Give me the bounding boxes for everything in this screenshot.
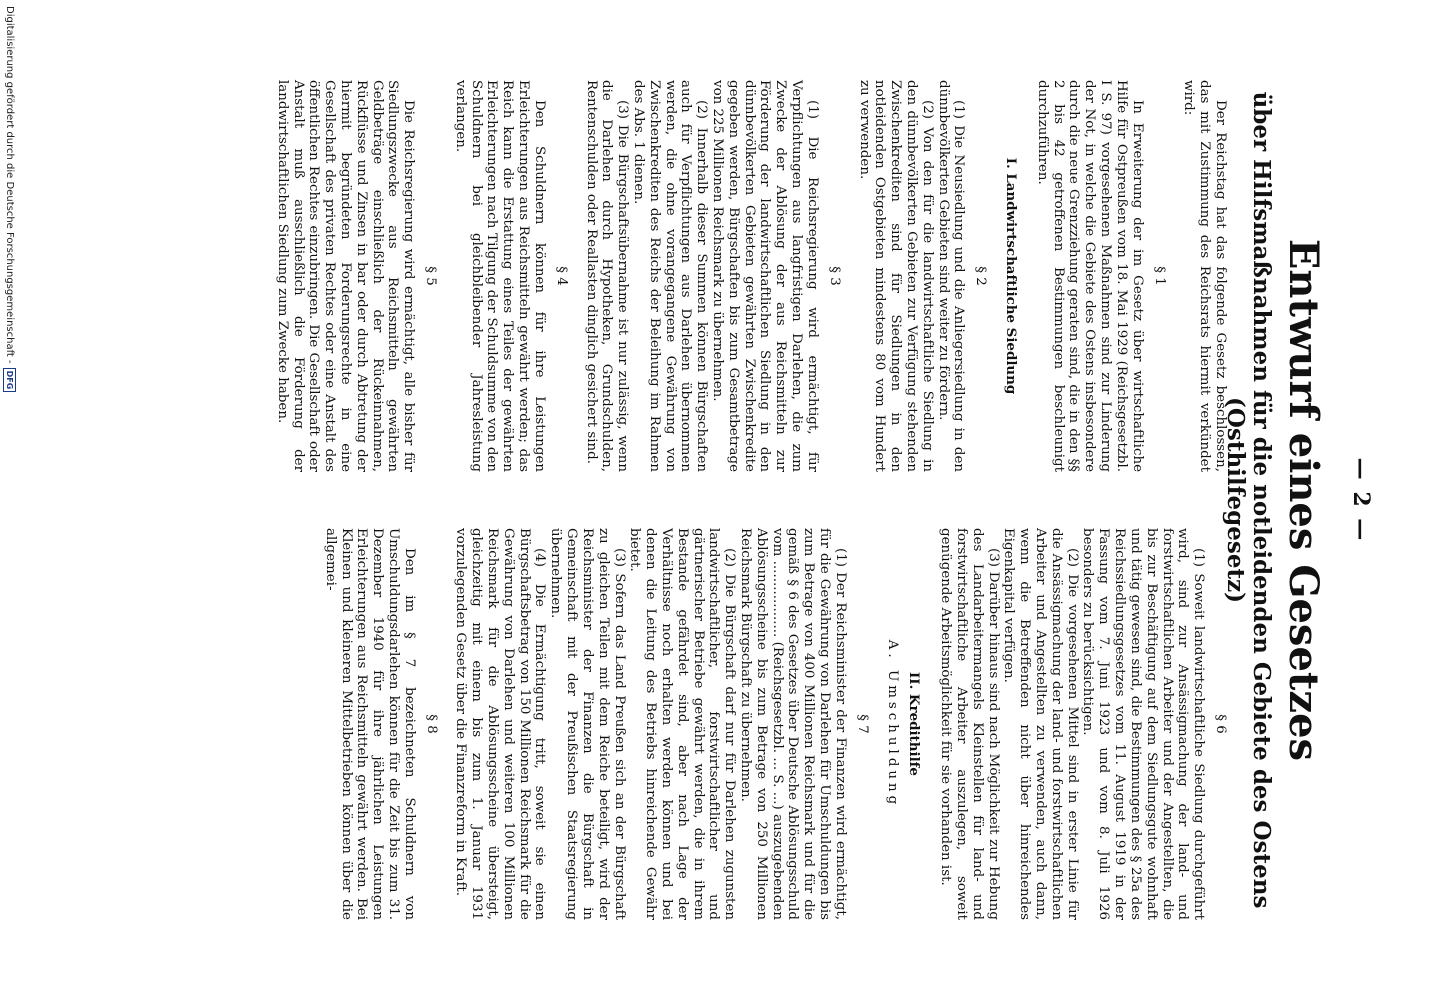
section-heading-2: § 2 bbox=[973, 266, 989, 286]
title-line-1: Entwurf eines Gesetzes bbox=[1280, 238, 1327, 762]
right-column bbox=[322, 528, 1228, 920]
section-7-paragraph-3: (3) Sofern das Land Preußen sich an der Bürgschaft zu gleichen Teilen mit dem Reiche beteiligt, wird der Reichsminister der Finanzen die Bürgschaft in Gemeinschaft mit der Preußischen Staatsregierung übernehmen. bbox=[548, 528, 627, 920]
section-7-paragraph-4: (4) Die Ermächtigung tritt, soweit sie einen Bürgschaftsbetrag von 150 Millionen Reichsmark für die Gewährung von Darlehen und weiteren 100 Millionen Reichsmark für die Ablösungsscheine übersteigt, gleichzeitig mit einem bis zum 1. Januar 1931 vorzulegenden Gesetz über die Finanzreform in Kraft. bbox=[453, 528, 548, 920]
dfg-logo: DFG bbox=[3, 368, 16, 393]
left-column bbox=[274, 80, 1228, 472]
section-3-paragraph-3: (3) Die Bürgschaftsübernahme ist nur zulässig, wenn die Darlehen durch Hypotheken, Grundschulden, Rentenschulden oder Reallasten dinglich gesichert sind. bbox=[583, 80, 631, 472]
section-6-paragraph-1: (1) Soweit landwirtschaftliche Siedlung durchgeführt wird, sind zur Ansässigmachung der land- und forstwirtschaftlichen Arbeiter und der Angestellten, die bis zur Beschäftigung auf dem Siedlungsgute wohnhaft und tätig gewesen sind, die Bestimmungen des § 25a des Reichssiedlungsgesetzes vom 11. August 1919 in der Fassung vom 7. Juni 1923 und vom 8. Juli 1926 besonders zu berücksichtigen. bbox=[1080, 528, 1207, 920]
title-line-2: über Hilfsmaßnahmen für die notleidenden Gebiete des Ostens (Osthilfegesetz) bbox=[1221, 91, 1275, 909]
section-6-paragraph-3: (3) Darüber hinaus sind nach Möglichkeit zur Hebung des Landarbeitermangels Kleinstellen für land- und forstwirtschaftliche Arbeiter auszulegen, soweit genügende Arbeitsmöglichkeit für sie vorhanden ist. bbox=[938, 528, 1001, 920]
section-heading-1: § 1 bbox=[1151, 266, 1167, 286]
section-heading-8: § 8 bbox=[423, 714, 439, 734]
document-title bbox=[1221, 30, 1326, 970]
section-8-text: Den im § 7 bezeichneten Schuldnern von Umschuldungsdarlehen können für die Zeit bis zum 31. Dezember 1940 für ihre jährlichen Leistungen Erleichterungen aus Reichsmitteln gewährt werden. Bei Kleinen und kleineren Mittelbetrieben können über die allgemei- bbox=[322, 528, 417, 920]
section-heading-3: § 3 bbox=[826, 266, 842, 286]
part-2-subheading: A. Umschuldung bbox=[884, 639, 900, 809]
digitization-note bbox=[3, 0, 16, 1006]
section-heading-4: § 4 bbox=[553, 266, 569, 286]
section-4-text: Den Schuldnern können für ihre Leistungen Erleichterungen aus Reichsmitteln gewährt werden; das Reich kann die Erstattung eines Teiles der gewährten Erleichterungen nach Tilgung der Schuldsumme von den Schuldnern bei gleichbleibender Jahresleistung verlangen. bbox=[452, 80, 547, 472]
digitization-text: Digitalisierung gefördert durch die Deutsche Forschungsgemeinschaft - bbox=[4, 6, 15, 364]
section-3-paragraph-1: (1) Die Reichsregierung wird ermächtigt, für Verpflichtungen aus langfristigen Darlehen, die zum Zwecke der Ablösung der aus Reichsmitteln zur Förderung der landwirtschaftlichen Siedlung in den dünnbevölkerten Gebieten gewährten Zwischenkredite gegeben werden, Bürgschaften bis zum Gesamtbetrage von 225 Millionen Reichsmark zu übernehmen. bbox=[710, 80, 820, 472]
section-heading-6: § 6 bbox=[1213, 714, 1228, 734]
section-6-paragraph-2: (2) Die vorgesehenen Mittel sind in erster Linie für die Ansässigmachung der land- und forstwirtschaftlichen Arbeiter und Angestellten zu verwenden, auch dann, wenn die Betreffenden nicht über hinreichendes Eigenkapital verfügen. bbox=[1001, 528, 1080, 920]
section-heading-7: § 7 bbox=[854, 714, 870, 734]
section-2-paragraph-2: (2) Von den für die landwirtschaftliche Siedlung in den dünnbevölkerten Gebieten zur Verfügung stehenden Zwischenkrediten sind für Siedlungen in den notleidenden Ostgebieten mindestens 80 vom Hundert zu verwenden. bbox=[856, 80, 935, 472]
part-1-heading: I. Landwirtschaftliche Siedlung bbox=[1003, 157, 1020, 395]
section-7-paragraph-2: (2) Die Bürgschaft darf nur für Darlehen zugunsten landwirtschaftlicher, forstwirtschaftlicher und gärtnerischer Betriebe gewährt werden, die in ihrem Bestande gefährdet sind, aber nach Lage der Verhältnisse noch erhalten werden können und bei denen die Leitung des Betriebs hinreichende Gewähr bietet. bbox=[627, 528, 738, 920]
section-2-paragraph-1: (1) Die Neusiedlung und die Anliegersiedlung in den dünnbevölkerten Gebieten sind weiter zu fördern. bbox=[935, 80, 967, 472]
section-3-paragraph-2: (2) Innerhalb dieser Summen können Bürgschaften auch für Verpflichtungen aus Darlehen übernommen werden, die ohne vorangegangene Gewährung von Zwischenkrediten des Reichs der Beleihung im Rahmen des Abs. 1 dienen. bbox=[631, 80, 710, 472]
page-number: — 2 — bbox=[1348, 457, 1374, 543]
section-5-text: Die Reichsregierung wird ermächtigt, alle bisher für Siedlungszwecke aus Reichsmitteln gewährten Geldbeträge einschließlich der Rückeinnahmen, Rückflüsse und Zinsen in bar oder durch Abtretung der hiermit begründeten Forderungsrechte in eine Gesellschaft des privaten Rechtes oder eine Anstalt des öffentlichen Rechtes einzubringen. Die Gesellschaft oder Anstalt muß ausschließlich die Förderung der landwirtschaftlichen Siedlung zum Zwecke haben. bbox=[274, 80, 417, 472]
section-7-paragraph-1: (1) Der Reichsminister der Finanzen wird ermächtigt, für die Gewährung von Darlehen für Umschuldungen bis zum Betrage von 400 Millionen Reichsmark und für die gemäß § 6 des Gesetzes über Deutsche Ablösungsschuld vom .................. (Reichsgesetzbl. ... S. ...) auszugebenden Ablösungsscheine bis zum Betrage von 250 Millionen Reichsmark Bürgschaft zu übernehmen. bbox=[738, 528, 848, 920]
intro-paragraph: Der Reichstag hat das folgende Gesetz beschlossen, das mit Zustimmung des Reichsrats hiermit verkündet wird: bbox=[1181, 80, 1228, 472]
section-1-text: In Erweiterung der im Gesetz über wirtschaftliche Hilfe für Ostpreußen vom 18. Mai 1929 (Reichsgesetzbl. I S. 97) vorgesehenen Maßnahmen sind zur Linderung der Not, in welche die Gebiete des Ostens insbesondere durch die neue Grenzziehung geraten sind, die in den §§ 2 bis 42 getroffenen Bestimmungen beschleunigt durchzuführen. bbox=[1034, 80, 1145, 472]
part-2-heading: II. Kredithilfe bbox=[906, 672, 923, 776]
section-heading-5: § 5 bbox=[423, 266, 439, 286]
